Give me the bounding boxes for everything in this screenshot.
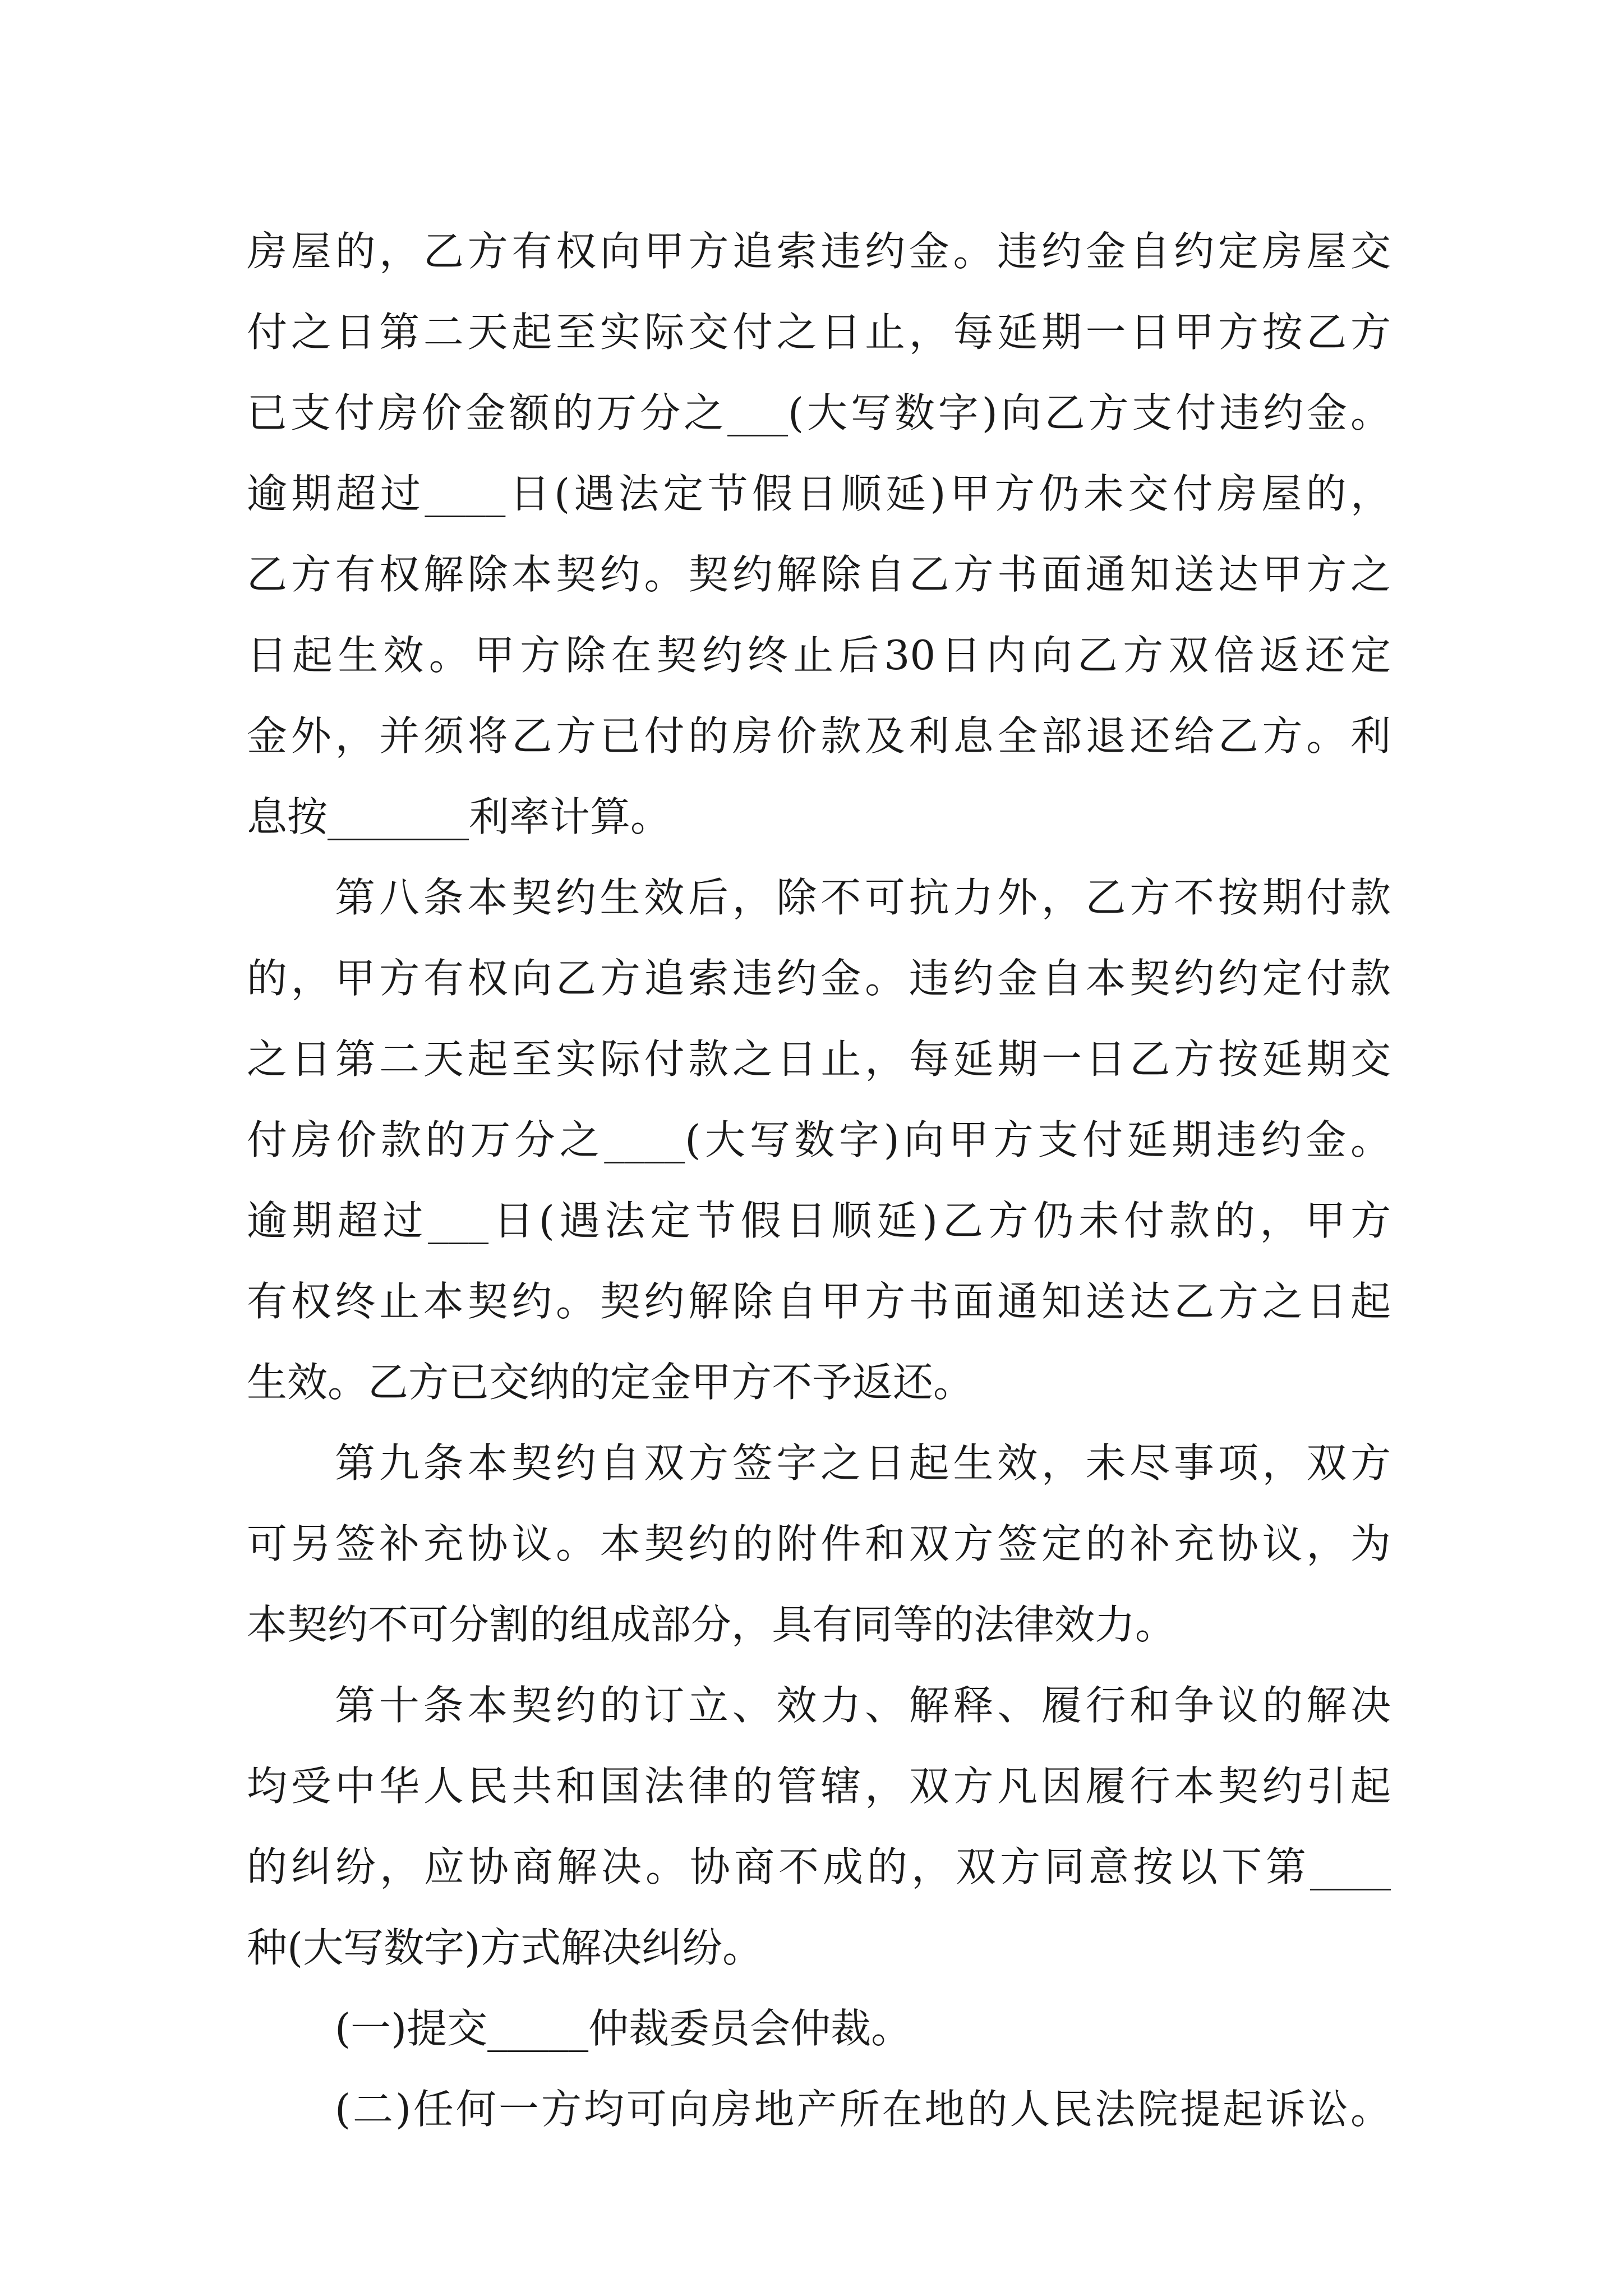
text-line: 种(大写数字)方式解决纠纷。 (247, 1924, 763, 1971)
text-line: 均受中华人民共和国法律的管辖，双方凡因履行本契约引起 (247, 1763, 1391, 1810)
text-line: 第十条本契约的订立、效力、解释、履行和争议的解决 (335, 1682, 1391, 1729)
text-line: 的，甲方有权向乙方追索违约金。违约金自本契约约定付款 (247, 955, 1391, 1002)
text-line: 第八条本契约生效后，除不可抗力外，乙方不按期付款 (335, 874, 1391, 921)
text-line: (一)提交_____仲裁委员会仲裁。 (335, 2005, 912, 2052)
text-line: 之日第二天起至实际付款之日止，每延期一日乙方按延期交 (247, 1036, 1391, 1083)
text-line: 有权终止本契约。契约解除自甲方书面通知送达乙方之日起 (247, 1278, 1391, 1325)
text-line: 逾期超过____日(遇法定节假日顺延)甲方仍未交付房屋的， (247, 470, 1391, 517)
text-line: 乙方有权解除本契约。契约解除自乙方书面通知送达甲方之 (247, 551, 1391, 598)
text-line: 房屋的，乙方有权向甲方追索违约金。违约金自约定房屋交 (247, 228, 1391, 275)
text-line: (二)任何一方均可向房地产所在地的人民法院提起诉讼。 (335, 2086, 1391, 2133)
text-line: 生效。乙方已交纳的定金甲方不予返还。 (247, 1359, 974, 1406)
text-line: 的纠纷，应协商解决。协商不成的，双方同意按以下第____ (247, 1843, 1391, 1890)
text-line: 逾期超过___日(遇法定节假日顺延)乙方仍未付款的，甲方 (247, 1197, 1391, 1244)
text-line: 金外，并须将乙方已付的房价款及利息全部退还给乙方。利 (247, 712, 1391, 760)
text-line: 付房价款的万分之____(大写数字)向甲方支付延期违约金。 (247, 1116, 1391, 1163)
text-line: 付之日第二天起至实际交付之日止，每延期一日甲方按乙方 (247, 309, 1391, 356)
text-line: 本契约不可分割的组成部分，具有同等的法律效力。 (247, 1601, 1176, 1648)
contract-text-body (247, 211, 1391, 2150)
text-line: 可另签补充协议。本契约的附件和双方签定的补充协议，为 (247, 1520, 1391, 1567)
text-line: 日起生效。甲方除在契约终止后30日内向乙方双倍返还定 (247, 632, 1391, 679)
text-line: 已支付房价金额的万分之___(大写数字)向乙方支付违约金。 (247, 389, 1391, 436)
text-line: 息按_______利率计算。 (247, 793, 671, 840)
text-line: 第九条本契约自双方签字之日起生效，未尽事项，双方 (335, 1439, 1391, 1487)
